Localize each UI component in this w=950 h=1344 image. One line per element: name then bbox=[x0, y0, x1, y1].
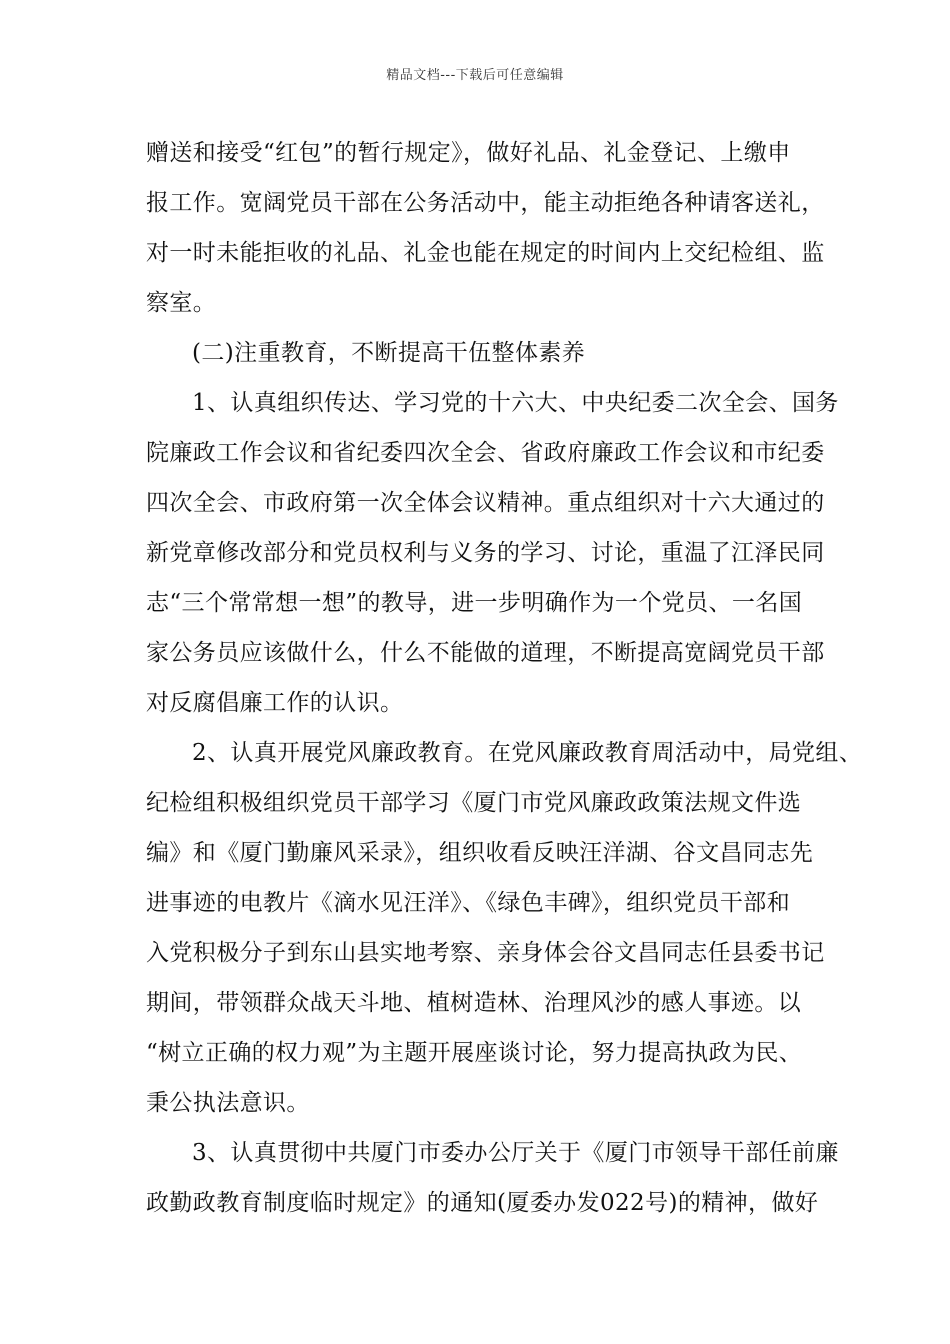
text-line: 秉公执法意识。 bbox=[146, 1090, 310, 1116]
text-line: 纪检组积极组织党员干部学习《厦门市党风廉政政策法规文件选 bbox=[146, 790, 802, 816]
text-line: 编》和《厦门勤廉风采录》，组织收看反映汪洋湖、谷文昌同志先 bbox=[146, 840, 814, 866]
text-line: 新党章修改部分和党员权利与义务的学习、讨论，重温了江泽民同 bbox=[146, 540, 825, 566]
paragraph-start: 3、认真贯彻中共厦门市委办公厅关于《厦门市领导干部任前廉 bbox=[192, 1140, 839, 1166]
text-line: 报工作。宽阔党员干部在公务活动中，能主动拒绝各种请客送礼， bbox=[146, 190, 825, 216]
text-line: 对反腐倡廉工作的认识。 bbox=[146, 690, 404, 716]
text-line: 赠送和接受“红包”的暂行规定》，做好礼品、礼金登记、上缴申 bbox=[146, 140, 791, 166]
text-line: 期间，带领群众战天斗地、植树造林、治理风沙的感人事迹。以 bbox=[146, 990, 802, 1016]
text-line: “树立正确的权力观”为主题开展座谈讨论，努力提高执政为民、 bbox=[146, 1040, 803, 1066]
text-line: 政勤政教育制度临时规定》的通知(厦委办发022号)的精神，做好 bbox=[146, 1190, 819, 1216]
paragraph-start: 2、认真开展党风廉政教育。在党风廉政教育周活动中，局党组、 bbox=[192, 740, 863, 766]
section-heading: (二)注重教育，不断提高干伍整体素养 bbox=[192, 340, 586, 366]
page-header: 精品文档---下载后可任意编辑 bbox=[386, 68, 564, 83]
text-line: 察室。 bbox=[146, 290, 217, 316]
text-line: 志“三个常常想一想”的教导，进一步明确作为一个党员、一名国 bbox=[146, 590, 803, 616]
text-line: 家公务员应该做什么，什么不能做的道理，不断提高宽阔党员干部 bbox=[146, 640, 825, 666]
text-line: 入党积极分子到东山县实地考察、亲身体会谷文昌同志任县委书记 bbox=[146, 940, 825, 966]
text-line: 对一时未能拒收的礼品、礼金也能在规定的时间内上交纪检组、监 bbox=[146, 240, 825, 266]
paragraph-start: 1、认真组织传达、学习党的十六大、中央纪委二次全会、国务 bbox=[192, 390, 839, 416]
text-line: 进事迹的电教片《滴水见汪洋》、《绿色丰碑》，组织党员干部和 bbox=[146, 890, 791, 916]
document-body bbox=[146, 128, 863, 1228]
text-line: 四次全会、市政府第一次全体会议精神。重点组织对十六大通过的 bbox=[146, 490, 825, 516]
text-line: 院廉政工作会议和省纪委四次全会、省政府廉政工作会议和市纪委 bbox=[146, 440, 825, 466]
